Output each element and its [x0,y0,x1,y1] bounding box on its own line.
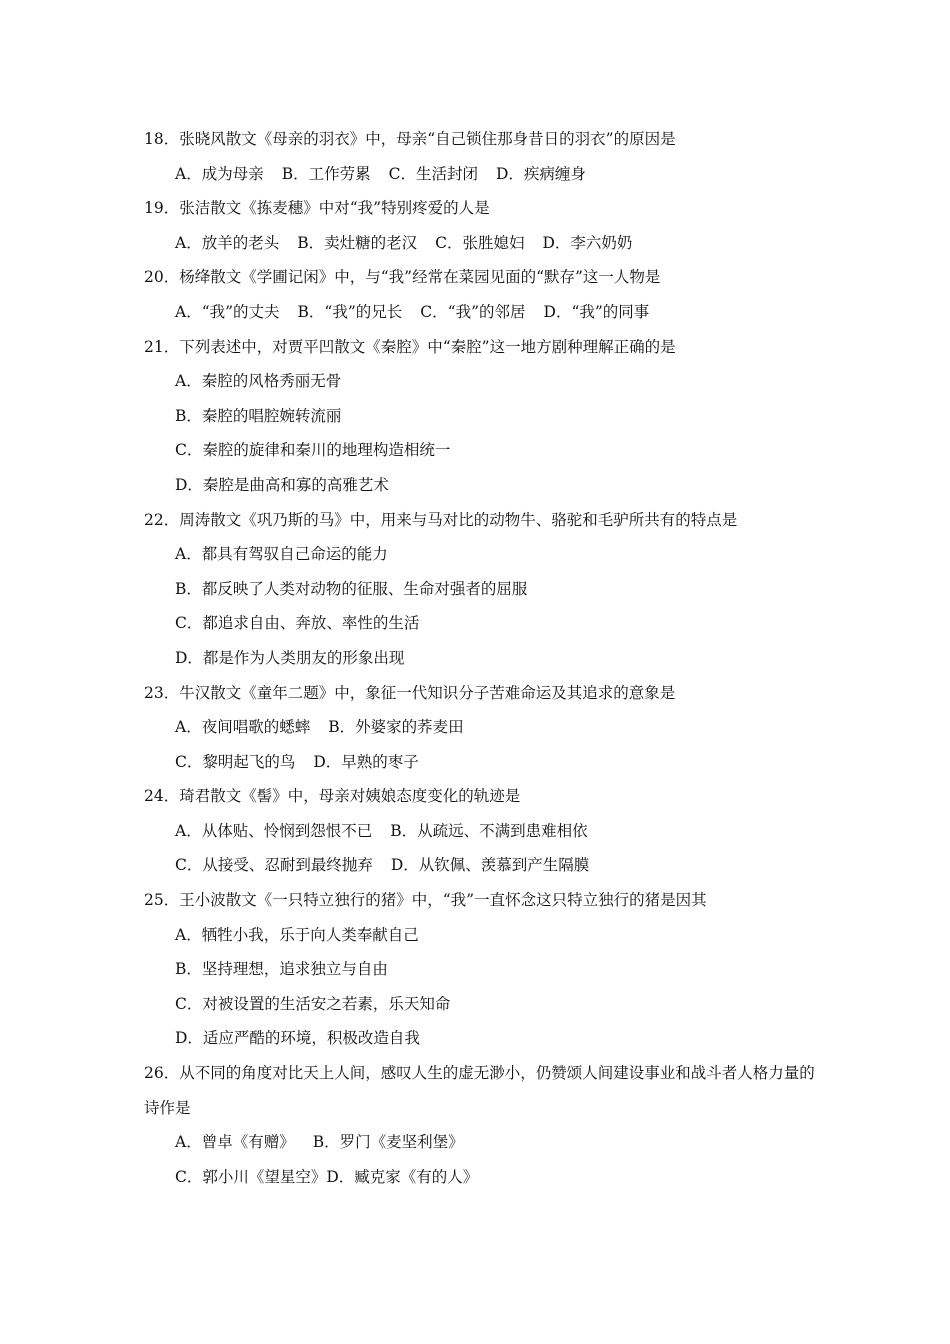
question-stem: 19．张洁散文《拣麦穗》中对“我”特别疼爱的人是 [144,199,490,218]
option-line [144,537,824,572]
answer-option: D．适应严酷的环境，积极改造自我 [175,1029,420,1048]
option-line [144,641,824,676]
option-line [144,1125,824,1160]
answer-option: A．夜间唱歌的蟋蟀 [175,718,311,737]
answer-option: B．都反映了人类对动物的征服、生命对强者的屈服 [175,579,528,598]
answer-option: D．“我”的同事 [543,302,650,321]
answer-option: B．从疏远、不满到患难相依 [390,821,588,840]
option-line [144,745,824,780]
option-line [144,987,824,1022]
answer-option: C．都追求自由、奔放、率性的生活 [175,614,420,633]
answer-option: B．“我”的兄长 [297,302,403,321]
answer-option: D．秦腔是曲高和寡的高雅艺术 [175,475,389,494]
answer-option: C．秦腔的旋律和秦川的地理构造相统一 [175,441,451,460]
answer-option: D．从钦佩、羡慕到产生隔膜 [390,856,590,875]
answer-option: A．放羊的老头 [175,233,280,252]
answer-option: B．工作劳累 [281,164,371,183]
question-stem: 24．琦君散文《髻》中，母亲对姨娘态度变化的轨迹是 [144,787,521,806]
answer-option: A．从体贴、怜悯到怨恨不已 [175,821,373,840]
answer-option: A．“我”的丈夫 [175,302,280,321]
question-stem: 21．下列表述中，对贾平凹散文《秦腔》中“秦腔”这一地方剧种理解正确的是 [144,337,676,356]
option-line [144,1021,824,1056]
question-stem: 18．张晓风散文《母亲的羽衣》中，母亲“自己锁住那身昔日的羽衣”的原因是 [144,130,676,148]
option-line [144,918,824,953]
option-line [144,814,824,849]
answer-option: A．曾卓《有赠》 [175,1133,295,1152]
question-stem: 26．从不同的角度对比天上人间，感叹人生的虚无渺小，仍赞颂人间建设事业和战斗者人格力量的诗作是 [144,1064,815,1117]
answer-option: B．罗门《麦坚利堡》 [312,1133,464,1152]
option-line [144,710,824,745]
option-line [144,572,824,607]
answer-option: D．早熟的枣子 [313,752,419,771]
option-line [144,433,824,468]
answer-option: D．疾病缠身 [495,164,586,183]
answer-option: A．牺牲小我，乐于向人类奉献自己 [175,925,419,944]
question-stem: 20．杨绛散文《学圃记闲》中，与“我”经常在菜园见面的“默存”这一人物是 [144,268,661,287]
answer-option: C．“我”的邻居 [420,302,526,321]
answer-option: C．对被设置的生活安之若素，乐天知命 [175,994,451,1013]
answer-option: C．从接受、忍耐到最终抛弃 [175,856,373,875]
option-line [144,606,824,641]
answer-option: B．卖灶糖的老汉 [297,233,418,252]
answer-option: C．生活封闭 [388,164,478,183]
answer-option: B．秦腔的唱腔婉转流丽 [175,406,342,425]
answer-option: C．郭小川《望星空》D．臧克家《有的人》 [175,1167,479,1186]
option-line [144,364,824,399]
option-line [144,952,824,987]
option-line [144,848,824,883]
answer-option: B．外婆家的荞麦田 [328,718,464,737]
answer-option: A．都具有驾驭自己命运的能力 [175,545,388,564]
option-line [144,468,824,503]
answer-option: C．张胜媳妇 [435,233,525,252]
answer-option: D．都是作为人类朋友的形象出现 [175,648,405,667]
answer-option: D．李六奶奶 [542,233,633,252]
option-line [144,157,824,192]
question-stem: 25．王小波散文《一只特立独行的猪》中，“我”一直怀念这只特立独行的猪是因其 [144,891,707,910]
option-line [144,226,824,261]
question-list [144,122,824,1194]
answer-option: A．秦腔的风格秀丽无骨 [175,372,342,391]
answer-option: C．黎明起飞的鸟 [175,752,296,771]
question-stem: 22．周涛散文《巩乃斯的马》中，用来与马对比的动物牛、骆驼和毛驴所共有的特点是 [144,510,738,529]
question-stem: 23．牛汉散文《童年二题》中，象征一代知识分子苦难命运及其追求的意象是 [144,683,676,702]
answer-option: B．坚持理想，追求独立与自由 [175,960,388,979]
option-line [144,399,824,434]
option-line [144,295,824,330]
option-line [144,1160,824,1195]
answer-option: A．成为母亲 [175,164,264,183]
